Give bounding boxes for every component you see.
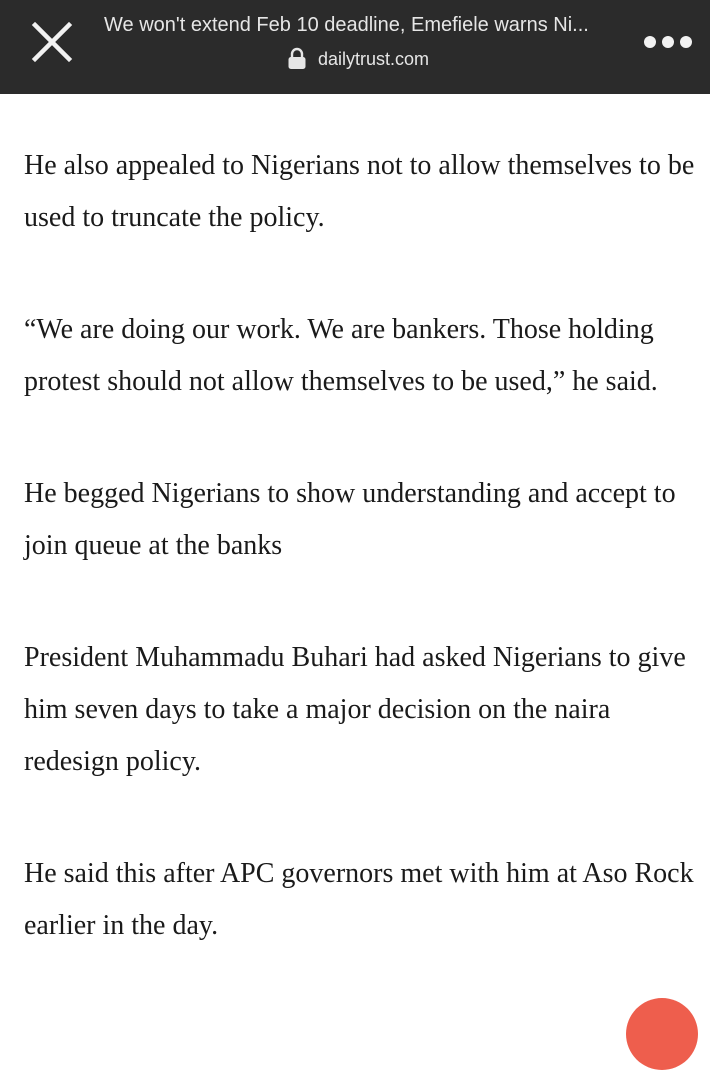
floating-action-button[interactable] (626, 998, 698, 1070)
article-paragraph: President Muhammadu Buhari had asked Nigerians to give him seven days to take a major decision on the naira redesign policy. (24, 642, 686, 777)
lock-icon (286, 47, 308, 71)
article-body (24, 140, 700, 1012)
close-button[interactable] (26, 18, 78, 66)
article-paragraph: He begged Nigerians to show understanding and accept to join queue at the banks (24, 478, 676, 561)
more-options-icon (680, 36, 692, 48)
page-title: We won't extend Feb 10 deadline, Emefiele warns Ni... (104, 14, 589, 36)
close-icon (26, 18, 78, 66)
article-paragraph: He said this after APC governors met with him at Aso Rock earlier in the day. (24, 858, 694, 941)
url-text: dailytrust.com (318, 48, 430, 69)
more-options-button[interactable] (644, 30, 692, 54)
more-options-icon (662, 36, 674, 48)
article-paragraph: “We are doing our work. We are bankers. Those holding protest should not allow themselves to be used,” he said. (24, 314, 658, 397)
browser-top-bar (0, 0, 710, 94)
more-options-icon (644, 36, 656, 48)
article-paragraph: He also appealed to Nigerians not to allow themselves to be used to truncate the policy. (24, 150, 695, 233)
url-bar[interactable] (286, 46, 429, 72)
